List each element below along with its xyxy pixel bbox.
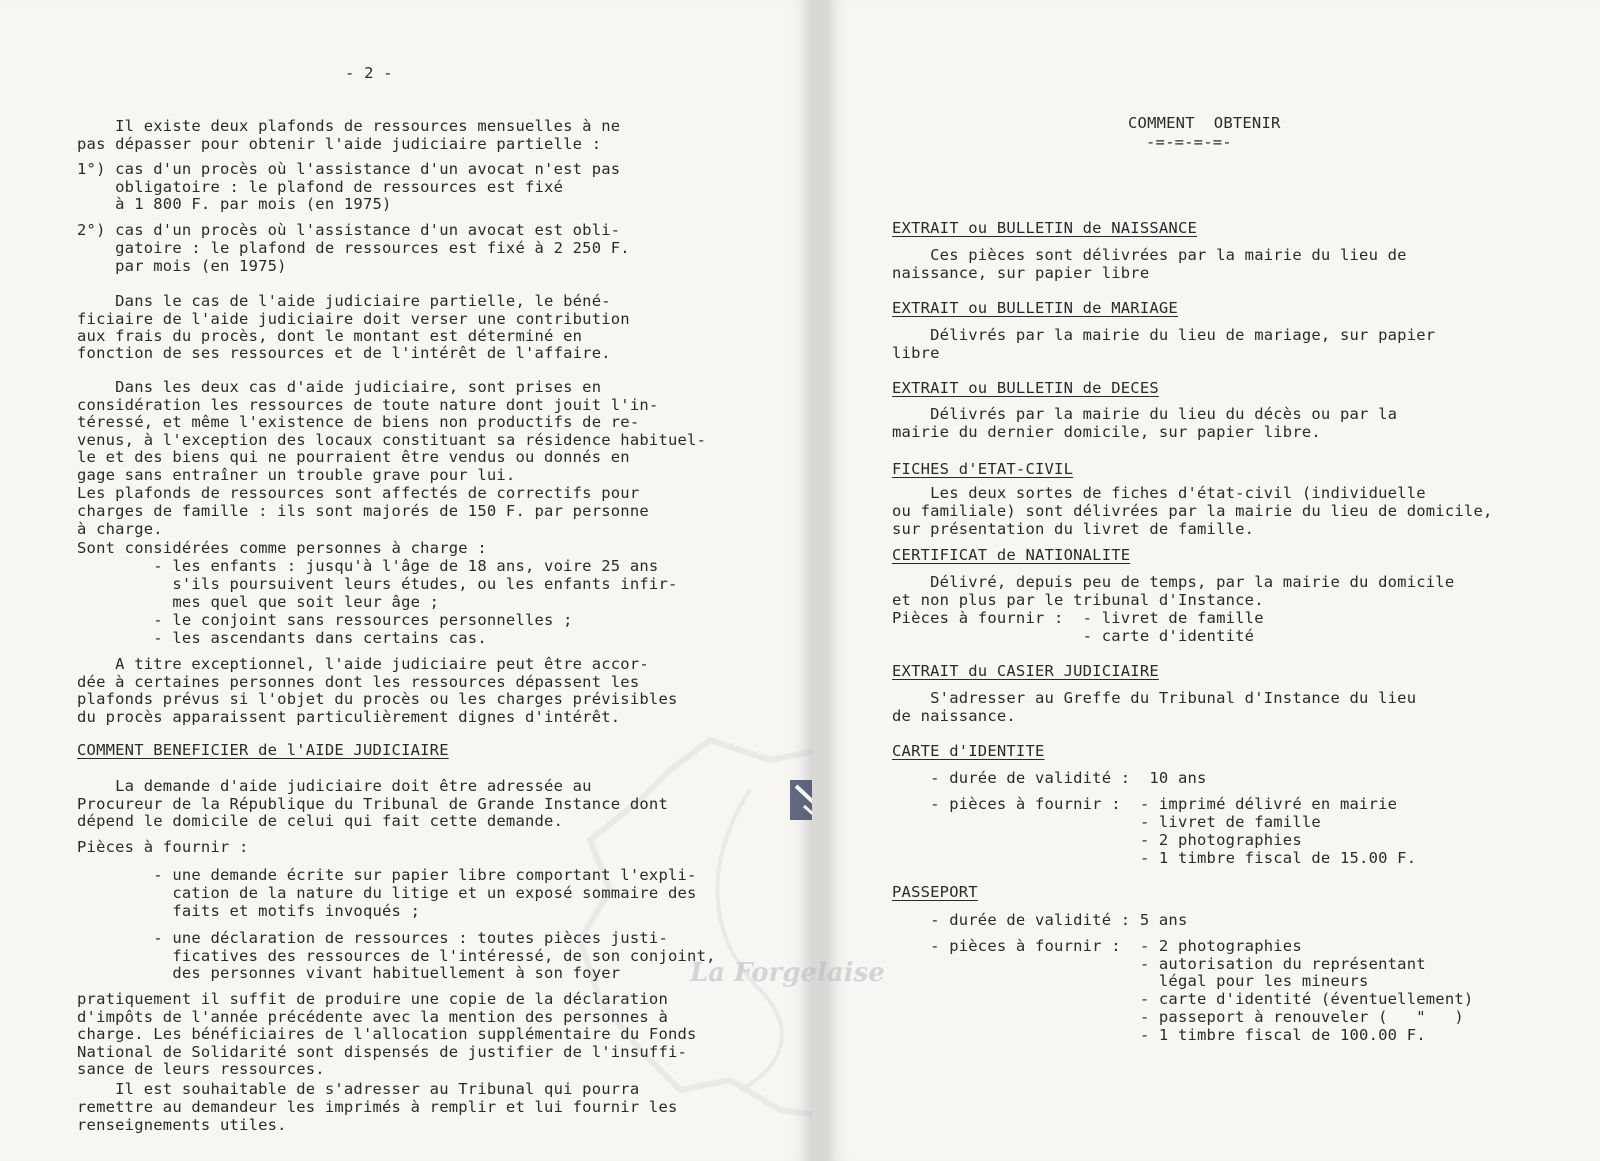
text-line: - durée de validité : 10 ans (892, 769, 1207, 787)
text-line: - durée de validité : 5 ans (892, 911, 1188, 929)
text-line: Dans le cas de l'aide judiciaire partielle, le béné- (77, 292, 611, 310)
text-line: dépend le domicile de celui qui fait cette demande. (77, 812, 564, 830)
text-line: Les plafonds de ressources sont affectés de correctifs pour (77, 484, 640, 502)
text-line: libre (892, 344, 940, 362)
text-line: - une déclaration de ressources : toutes pièces justi- (77, 929, 668, 947)
section-heading: EXTRAIT ou BULLETIN de DECES (892, 379, 1159, 397)
text-line: ou familiale) sont délivrées par la mairie du lieu de domicile, (892, 502, 1493, 520)
text-line: Procureur de la République du Tribunal de Grande Instance dont (77, 795, 668, 813)
text-line: considération les ressources de toute nature dont jouit l'in- (77, 396, 659, 414)
text-line: cation de la nature du litige et un exposé sommaire des (77, 884, 697, 902)
text-line: plafonds prévus si l'objet du procès ou les charges prévisibles (77, 690, 678, 708)
title-rule: -=-=-=-=- (1146, 133, 1232, 151)
text-line: - passeport à renouveler ( " ) (892, 1008, 1464, 1026)
text-line: 1°) cas d'un procès où l'assistance d'un avocat n'est pas (77, 160, 621, 178)
text-line: mairie du dernier domicile, sur papier libre. (892, 423, 1321, 441)
text-line: A titre exceptionnel, l'aide judiciaire peut être accor- (77, 655, 649, 673)
text-line: du procès apparaissent particulièrement dignes d'intérêt. (77, 708, 621, 726)
text-line: à charge. (77, 520, 163, 538)
text-line: Les deux sortes de fiches d'état-civil (individuelle (892, 484, 1426, 502)
section-heading: FICHES d'ETAT-CIVIL (892, 460, 1074, 478)
text-line: d'impôts de l'année précédente avec la mention des personnes à (77, 1008, 668, 1026)
text-line: Délivrés par la mairie du lieu de mariage, sur papier (892, 326, 1436, 344)
text-line: - autorisation du représentant (892, 955, 1426, 973)
text-line: - pièces à fournir : - 2 photographies (892, 937, 1302, 955)
text-line: - carte d'identité (éventuellement) (892, 990, 1474, 1008)
text-line: renseignements utiles. (77, 1116, 287, 1134)
text-line: gage sans entraîner un trouble grave pour lui. (77, 466, 516, 484)
text-line: Délivré, depuis peu de temps, par la mairie du domicile (892, 573, 1455, 591)
text-line: mes quel que soit leur âge ; (77, 593, 440, 611)
text-line: légal pour les mineurs (892, 972, 1369, 990)
text-line: 2°) cas d'un procès où l'assistance d'un avocat est obli- (77, 221, 621, 239)
text-line: venus, à l'exception des locaux constituant sa résidence habituel- (77, 431, 707, 449)
text-line: faits et motifs invoqués ; (77, 902, 421, 920)
text-line: dée à certaines personnes dont les ressources dépassent les (77, 673, 640, 691)
text-line: à 1 800 F. par mois (en 1975) (77, 195, 392, 213)
text-line: de naissance. (892, 707, 1016, 725)
section-heading: PASSEPORT (892, 883, 978, 901)
text-line: fonction de ses ressources et de l'intérêt de l'affaire. (77, 344, 611, 362)
text-line: le et des biens qui ne pourraient être vendus ou donnés en (77, 448, 630, 466)
page-number: - 2 - (345, 64, 393, 82)
text-line: - les ascendants dans certains cas. (77, 629, 487, 647)
text-line: - le conjoint sans ressources personnelles ; (77, 611, 573, 629)
emblem-icon (790, 780, 812, 820)
text-line: Délivrés par la mairie du lieu du décès ou par la (892, 405, 1398, 423)
section-heading: EXTRAIT ou BULLETIN de NAISSANCE (892, 219, 1198, 237)
text-line: - carte d'identité (892, 627, 1255, 645)
text-line: - pièces à fournir : - imprimé délivré en mairie (892, 795, 1398, 813)
text-line: s'ils poursuivent leurs études, ou les enfants infir- (77, 575, 678, 593)
text-line: - une demande écrite sur papier libre comportant l'expli- (77, 866, 697, 884)
text-line: - 2 photographies (892, 831, 1302, 849)
text-line: sance de leurs ressources. (77, 1060, 325, 1078)
text-line: Pièces à fournir : (77, 838, 249, 856)
text-line: - livret de famille (892, 813, 1321, 831)
text-line: pas dépasser pour obtenir l'aide judiciaire partielle : (77, 135, 602, 153)
section-heading: EXTRAIT du CASIER JUDICIAIRE (892, 662, 1159, 680)
text-line: Ces pièces sont délivrées par la mairie du lieu de (892, 246, 1407, 264)
section-heading: EXTRAIT ou BULLETIN de MARIAGE (892, 299, 1178, 317)
text-line: National de Solidarité sont dispensés de justifier de l'insuffi- (77, 1043, 688, 1061)
text-line: des personnes vivant habituellement à son foyer (77, 964, 621, 982)
text-line: sur présentation du livret de famille. (892, 520, 1255, 538)
text-line: téressé, et même l'existence de biens non productifs de re- (77, 413, 640, 431)
text-line: ficatives des ressources de l'intéressé, de son conjoint, (77, 947, 716, 965)
text-line: S'adresser au Greffe du Tribunal d'Instance du lieu (892, 689, 1417, 707)
text-line: Il est souhaitable de s'adresser au Tribunal qui pourra (77, 1080, 640, 1098)
text-line: naissance, sur papier libre (892, 264, 1150, 282)
text-line: Sont considérées comme personnes à charge : (77, 539, 487, 557)
text-line: par mois (en 1975) (77, 257, 287, 275)
text-line: - les enfants : jusqu'à l'âge de 18 ans, voire 25 ans (77, 557, 659, 575)
text-line: La demande d'aide judiciaire doit être adressée au (77, 777, 592, 795)
text-line: pratiquement il suffit de produire une copie de la déclaration (77, 990, 668, 1008)
text-line: remettre au demandeur les imprimés à remplir et lui fournir les (77, 1098, 678, 1116)
text-line: - 1 timbre fiscal de 15.00 F. (892, 849, 1417, 867)
text-line: Dans les deux cas d'aide judiciaire, sont prises en (77, 378, 602, 396)
text-line: ficiaire de l'aide judiciaire doit verser une contribution (77, 310, 630, 328)
text-line: charges de famille : ils sont majorés de 150 F. par personne (77, 502, 649, 520)
text-line: et non plus par le tribunal d'Instance. (892, 591, 1264, 609)
text-line: aux frais du procès, dont le montant est déterminé en (77, 327, 583, 345)
section-title: COMMENT OBTENIR (1128, 114, 1281, 132)
text-line: obligatoire : le plafond de ressources est fixé (77, 178, 564, 196)
watermark-text: La Forgelaise (690, 958, 885, 988)
section-heading: CERTIFICAT de NATIONALITE (892, 546, 1131, 564)
text-line: charge. Les bénéficiaires de l'allocation supplémentaire du Fonds (77, 1025, 697, 1043)
text-line: Pièces à fournir : - livret de famille (892, 609, 1264, 627)
right-page (826, 0, 1600, 1161)
text-line: - 1 timbre fiscal de 100.00 F. (892, 1026, 1426, 1044)
text-line: gatoire : le plafond de ressources est fixé à 2 250 F. (77, 239, 630, 257)
text-line: Il existe deux plafonds de ressources mensuelles à ne (77, 117, 621, 135)
subheading-comment-beneficier: COMMENT BENEFICIER de l'AIDE JUDICIAIRE (77, 741, 449, 759)
section-heading: CARTE d'IDENTITE (892, 742, 1045, 760)
